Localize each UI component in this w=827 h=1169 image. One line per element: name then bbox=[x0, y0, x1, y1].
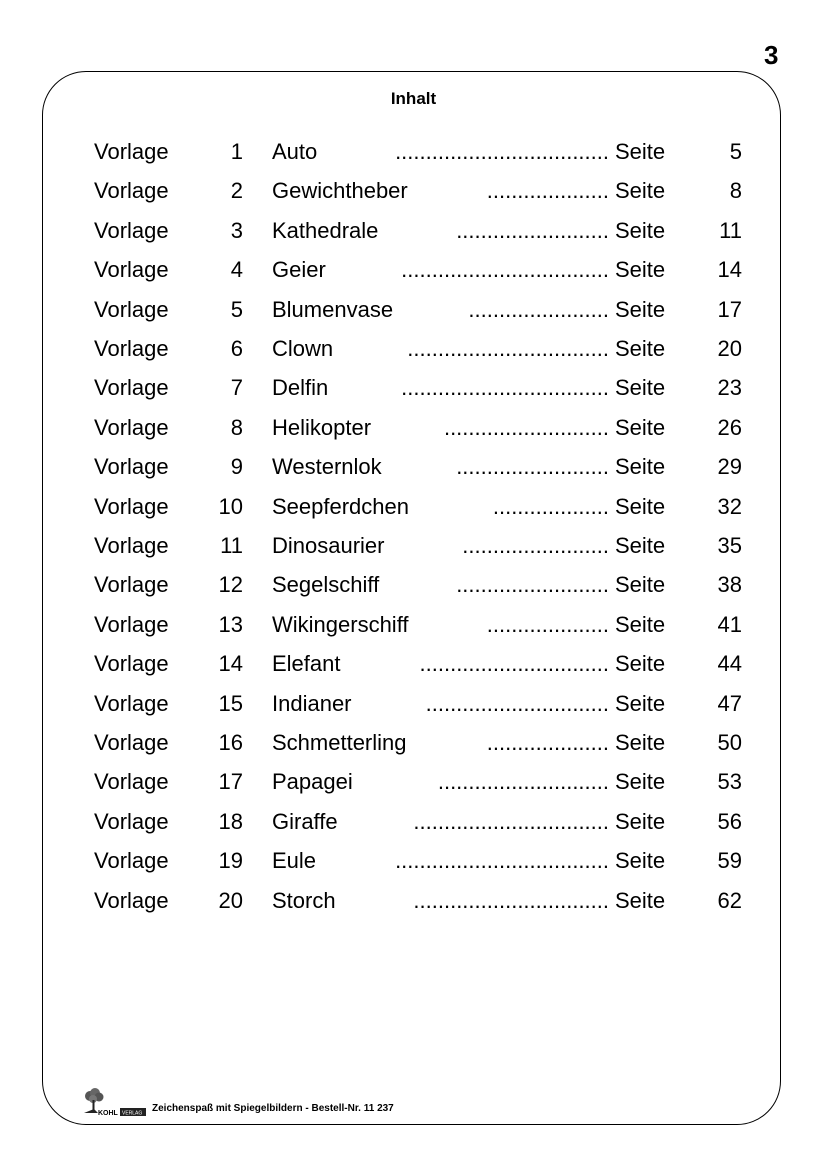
toc-seite-label: Seite bbox=[615, 178, 666, 204]
toc-number: 18 bbox=[218, 808, 243, 834]
toc-title: Geier bbox=[272, 257, 326, 283]
toc-title: Segelschiff bbox=[272, 572, 380, 598]
toc-leader: ................................... bbox=[395, 139, 609, 164]
toc-seite-label: Seite bbox=[615, 493, 666, 519]
toc-row bbox=[0, 176, 827, 206]
toc-number: 20 bbox=[218, 887, 243, 913]
toc-page-number: 17 bbox=[717, 296, 742, 322]
toc-seite-label: Seite bbox=[615, 257, 666, 283]
toc-page-number: 14 bbox=[717, 257, 742, 283]
toc-leader: ................................ bbox=[413, 808, 609, 834]
toc-prefix: Vorlage bbox=[94, 572, 169, 598]
toc-prefix: Vorlage bbox=[94, 651, 169, 677]
toc-prefix: Vorlage bbox=[94, 611, 169, 637]
toc-row bbox=[0, 295, 827, 325]
toc-prefix: Vorlage bbox=[94, 257, 169, 283]
footer-text: Zeichenspaß mit Spiegelbildern - Bestell-Nr. 11 237 bbox=[152, 1103, 394, 1114]
toc-prefix: Vorlage bbox=[94, 139, 169, 164]
toc-number: 1 bbox=[230, 139, 243, 164]
toc-number: 11 bbox=[220, 533, 243, 558]
toc-prefix: Vorlage bbox=[94, 454, 169, 480]
toc-row bbox=[0, 728, 827, 758]
toc-prefix: Vorlage bbox=[94, 493, 169, 519]
toc-title: Papagei bbox=[272, 769, 353, 795]
toc-title: Helikopter bbox=[272, 414, 372, 440]
toc-leader: .............................. bbox=[425, 690, 609, 716]
toc-prefix: Vorlage bbox=[94, 887, 169, 913]
toc-seite-label: Seite bbox=[615, 651, 666, 677]
toc-seite-label: Seite bbox=[615, 336, 666, 361]
toc-prefix: Vorlage bbox=[94, 730, 169, 755]
toc-number: 2 bbox=[230, 178, 243, 204]
toc-leader: ............................ bbox=[437, 769, 609, 795]
toc-page-number: 38 bbox=[717, 572, 742, 598]
toc-seite-label: Seite bbox=[615, 769, 666, 795]
toc-row bbox=[0, 531, 827, 561]
toc-prefix: Vorlage bbox=[94, 414, 169, 440]
toc-page-number: 59 bbox=[717, 848, 742, 874]
toc-leader: ........................ bbox=[462, 533, 609, 558]
toc-seite-label: Seite bbox=[615, 887, 666, 913]
toc-prefix: Vorlage bbox=[94, 336, 169, 361]
toc-leader: ......................... bbox=[456, 572, 609, 598]
toc-number: 15 bbox=[218, 690, 243, 716]
toc-page-number: 20 bbox=[717, 336, 742, 361]
toc-title: Storch bbox=[272, 887, 336, 913]
toc-leader: ........................... bbox=[443, 414, 609, 440]
toc-seite-label: Seite bbox=[615, 730, 666, 755]
toc-row bbox=[0, 807, 827, 837]
toc-prefix: Vorlage bbox=[94, 217, 169, 243]
toc-title: Gewichtheber bbox=[272, 178, 408, 204]
toc-seite-label: Seite bbox=[615, 375, 666, 401]
toc-prefix: Vorlage bbox=[94, 769, 169, 795]
logo-text: KOHL bbox=[98, 1110, 118, 1117]
toc-leader: ......................... bbox=[456, 454, 609, 480]
toc-heading: Inhalt bbox=[390, 89, 437, 108]
toc-page-number: 5 bbox=[729, 139, 742, 164]
toc-seite-label: Seite bbox=[615, 533, 666, 558]
toc-page-number: 35 bbox=[717, 533, 742, 558]
toc-seite-label: Seite bbox=[615, 139, 666, 164]
toc-row bbox=[0, 846, 827, 876]
toc-page-number: 29 bbox=[717, 454, 742, 480]
toc-leader: .................... bbox=[486, 611, 609, 637]
toc-leader: ....................... bbox=[468, 296, 609, 322]
toc-title: Elefant bbox=[272, 651, 341, 677]
toc-number: 3 bbox=[230, 217, 243, 243]
toc-number: 16 bbox=[218, 730, 243, 755]
toc-leader: .................... bbox=[486, 730, 609, 755]
toc-page-number: 11 bbox=[719, 217, 742, 243]
toc-title: Blumenvase bbox=[272, 296, 394, 322]
toc-title: Seepferdchen bbox=[272, 493, 409, 519]
toc-row bbox=[0, 373, 827, 403]
toc-row bbox=[0, 216, 827, 246]
toc-seite-label: Seite bbox=[615, 690, 666, 716]
toc-title: Indianer bbox=[272, 690, 352, 716]
toc-prefix: Vorlage bbox=[94, 375, 169, 401]
toc-row bbox=[0, 137, 827, 167]
toc-leader: ................................... bbox=[395, 848, 609, 874]
toc-row bbox=[0, 452, 827, 482]
toc-prefix: Vorlage bbox=[94, 808, 169, 834]
toc-row bbox=[0, 886, 827, 916]
toc-number: 14 bbox=[218, 651, 243, 677]
toc-title: Dinosaurier bbox=[272, 533, 385, 558]
toc-title: Giraffe bbox=[272, 808, 338, 834]
toc-seite-label: Seite bbox=[615, 454, 666, 480]
page-number: 3 bbox=[764, 40, 779, 70]
toc-seite-label: Seite bbox=[615, 611, 666, 637]
toc-number: 12 bbox=[218, 572, 243, 598]
toc-row bbox=[0, 570, 827, 600]
toc-row bbox=[0, 610, 827, 640]
toc-number: 7 bbox=[230, 375, 243, 401]
toc-page-number: 56 bbox=[717, 808, 742, 834]
toc-prefix: Vorlage bbox=[94, 848, 169, 874]
toc-title: Delfin bbox=[272, 375, 329, 401]
toc-row bbox=[0, 689, 827, 719]
toc-number: 4 bbox=[230, 257, 243, 283]
toc-page-number: 62 bbox=[717, 887, 742, 913]
toc-row bbox=[0, 334, 827, 364]
toc-leader: ................... bbox=[492, 493, 609, 519]
toc-title: Clown bbox=[272, 336, 334, 361]
toc-prefix: Vorlage bbox=[94, 533, 169, 558]
toc-row bbox=[0, 492, 827, 522]
toc-seite-label: Seite bbox=[615, 572, 666, 598]
toc-page-number: 8 bbox=[729, 178, 742, 204]
toc-leader: ............................... bbox=[419, 651, 609, 677]
toc-number: 6 bbox=[230, 336, 243, 361]
toc-number: 8 bbox=[230, 414, 243, 440]
footer bbox=[80, 1087, 480, 1117]
toc-page-number: 41 bbox=[717, 611, 742, 637]
toc-title: Wikingerschiff bbox=[272, 611, 409, 637]
toc-row bbox=[0, 255, 827, 285]
toc-leader: ................................ bbox=[413, 887, 609, 913]
toc-seite-label: Seite bbox=[615, 296, 666, 322]
toc-number: 5 bbox=[230, 296, 243, 322]
toc-number: 13 bbox=[218, 611, 243, 637]
toc-title: Kathedrale bbox=[272, 217, 379, 243]
toc-prefix: Vorlage bbox=[94, 296, 169, 322]
toc-title: Eule bbox=[272, 848, 317, 874]
toc-title: Schmetterling bbox=[272, 730, 407, 755]
toc-seite-label: Seite bbox=[615, 808, 666, 834]
logo-badge-text: VERLAG bbox=[122, 1110, 143, 1117]
toc-title: Westernlok bbox=[272, 454, 382, 480]
toc-leader: ................................. bbox=[407, 336, 609, 361]
toc-row bbox=[0, 767, 827, 797]
toc-seite-label: Seite bbox=[615, 848, 666, 874]
toc-number: 17 bbox=[218, 769, 243, 795]
toc-seite-label: Seite bbox=[615, 414, 666, 440]
toc-page-number: 44 bbox=[717, 651, 742, 677]
toc-page-number: 47 bbox=[717, 690, 742, 716]
toc-row bbox=[0, 649, 827, 679]
toc-row bbox=[0, 413, 827, 443]
publisher-logo bbox=[80, 1087, 150, 1117]
toc-title: Auto bbox=[272, 139, 318, 164]
toc-number: 10 bbox=[218, 493, 243, 519]
toc-page-number: 53 bbox=[717, 769, 742, 795]
toc-leader: ......................... bbox=[456, 217, 609, 243]
toc-leader: .................... bbox=[486, 178, 609, 204]
toc-page-number: 26 bbox=[717, 414, 742, 440]
toc-page-number: 32 bbox=[717, 493, 742, 519]
toc-page-number: 23 bbox=[717, 375, 742, 401]
toc-number: 9 bbox=[230, 454, 243, 480]
toc-seite-label: Seite bbox=[615, 217, 666, 243]
toc-prefix: Vorlage bbox=[94, 690, 169, 716]
toc-prefix: Vorlage bbox=[94, 178, 169, 204]
toc-leader: .................................. bbox=[401, 257, 609, 283]
toc-number: 19 bbox=[218, 848, 243, 874]
toc-leader: .................................. bbox=[401, 375, 609, 401]
toc-page-number: 50 bbox=[717, 730, 742, 755]
